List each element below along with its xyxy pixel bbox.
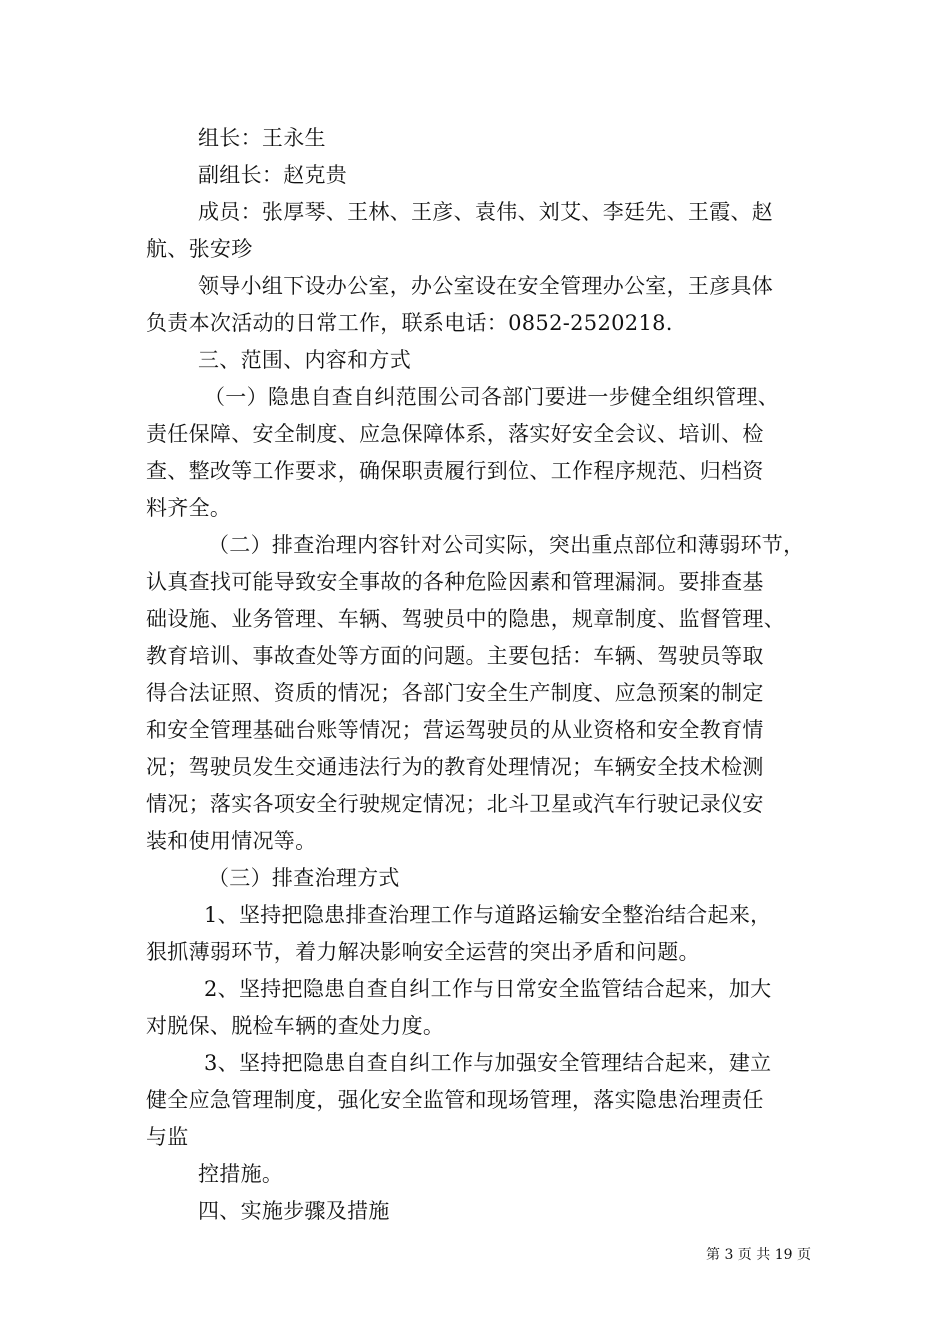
text-line-office-contact: 负责本次活动的日常工作，联系电话：0852-2520218.: [146, 311, 673, 335]
text-line-scope-1: （一）隐患自查自纠范围公司各部门要进一步健全组织管理、: [204, 385, 780, 409]
text-line-scope-3: 查、整改等工作要求，确保职责履行到位、工作程序规范、归档资: [146, 459, 764, 483]
text-line-method-3b: 健全应急管理制度，强化安全监管和现场管理，落实隐患治理责任: [146, 1088, 764, 1112]
text-line-content-6: 和安全管理基础台账等情况；营运驾驶员的从业资格和安全教育情: [146, 718, 764, 742]
text-line-content-8: 情况；落实各项安全行驶规定情况；北斗卫星或汽车行驶记录仪安: [146, 792, 764, 816]
text-line-method-2a: 2、坚持把隐患自查自纠工作与日常安全监管结合起来，加大: [204, 977, 772, 1001]
subsection-heading-methods: （三）排查治理方式: [208, 866, 400, 890]
text-line-method-3c: 与监: [146, 1125, 189, 1149]
text-line-method-2b: 对脱保、脱检车辆的查处力度。: [146, 1014, 445, 1038]
section-heading-steps: 四、实施步骤及措施: [198, 1199, 390, 1223]
text-line-content-4: 教育培训、事故查处等方面的问题。主要包括：车辆、驾驶员等取: [146, 644, 764, 668]
text-line-method-1a: 1、坚持把隐患排查治理工作与道路运输安全整治结合起来，: [204, 903, 772, 927]
text-line-office: 领导小组下设办公室，办公室设在安全管理办公室，王彦具体: [198, 274, 774, 298]
text-line-content-5: 得合法证照、资质的情况；各部门安全生产制度、应急预案的制定: [146, 681, 764, 705]
page-number-footer: 第 3 页 共 19 页: [706, 1247, 811, 1263]
text-line-method-3a: 3、坚持把隐患自查自纠工作与加强安全管理结合起来，建立: [204, 1051, 772, 1075]
text-line-content-7: 况；驾驶员发生交通违法行为的教育处理情况；车辆安全技术检测: [146, 755, 764, 779]
text-line-deputy-leader: 副组长：赵克贵: [198, 163, 348, 187]
text-line-scope-4: 料齐全。: [146, 496, 232, 520]
text-line-content-9: 装和使用情况等。: [146, 829, 317, 853]
text-line-content-1: （二）排查治理内容针对公司实际，突出重点部位和薄弱环节，: [208, 533, 805, 557]
text-line-members: 成员：张厚琴、王林、王彦、袁伟、刘艾、李廷先、王霞、赵: [198, 200, 774, 224]
text-line-scope-2: 责任保障、安全制度、应急保障体系，落实好安全会议、培训、检: [146, 422, 764, 446]
section-heading-scope: 三、范围、内容和方式: [198, 348, 411, 372]
text-line-content-3: 础设施、业务管理、车辆、驾驶员中的隐患，规章制度、监督管理、: [146, 607, 785, 631]
text-line-leader: 组长：王永生: [198, 126, 326, 150]
text-line-method-3d: 控措施。: [198, 1162, 284, 1186]
text-line-method-1b: 狠抓薄弱环节，着力解决影响安全运营的突出矛盾和问题。: [146, 940, 700, 964]
text-line-members-cont: 航、张安珍: [146, 237, 253, 261]
text-line-content-2: 认真查找可能导致安全事故的各种危险因素和管理漏洞。要排查基: [146, 570, 764, 594]
document-body: [146, 120, 808, 1230]
